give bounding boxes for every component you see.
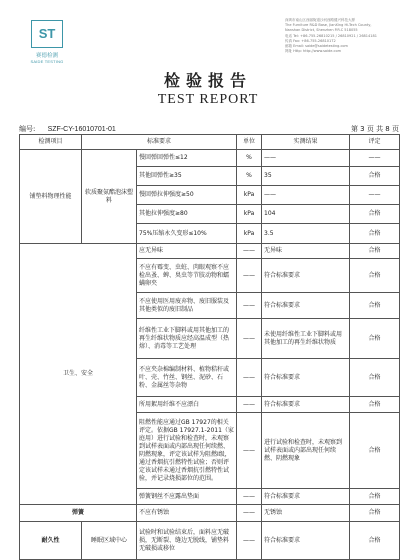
requirement-cell: 应无异味 — [137, 244, 237, 259]
evaluation-cell: 合格 — [350, 522, 400, 560]
table-row — [20, 522, 400, 560]
result-cell: 无异味 — [262, 244, 350, 259]
result-cell: 进行试验和检查时，未观察到试样表面或内部出现任何续燃、阴燃现象 — [262, 413, 350, 489]
result-cell: 符合标准要求 — [262, 522, 350, 560]
requirement-cell: 弹簧钢丝不应露出垫面 — [137, 489, 237, 505]
result-cell: 104 — [262, 205, 350, 224]
result-cell: —— — [262, 150, 350, 167]
requirement-cell: 不应有霉变、虫蛀、肉眼观察不应检出蚤、蜱、臭虫等节肢动物和蠕螨卵夹 — [137, 259, 237, 293]
evaluation-cell: 合格 — [350, 205, 400, 224]
requirement-cell: 75%压缩永久变形≤10% — [137, 224, 237, 244]
report-number — [19, 124, 116, 134]
report-number-label: 编号: — [19, 125, 36, 133]
address-line: 深圳市南山区西丽街道沙河西路健兴科技大厦 — [285, 18, 355, 22]
unit-cell: % — [237, 150, 262, 167]
address-line: The Furniture R&D Base, JianXing Hi-Tech County, — [285, 23, 372, 28]
requirement-cell: 其他回弹性≥35 — [137, 167, 237, 186]
unit-cell: —— — [237, 244, 262, 259]
result-cell: 符合标准要求 — [262, 397, 350, 413]
result-cell: 符合标准要求 — [262, 259, 350, 293]
requirement-cell: 不应使用医用废弃物、废旧服装及其他类似的废旧制品 — [137, 293, 237, 319]
logo-name-en: SAIDE TESTING — [30, 59, 64, 64]
address-line: 邮箱 Email: saide@saidetesting.com — [285, 44, 348, 49]
evaluation-cell: 合格 — [350, 259, 400, 293]
header-requirement: 标准要求 — [82, 135, 237, 150]
unit-cell: —— — [237, 319, 262, 359]
evaluation-cell: 合格 — [350, 359, 400, 397]
report-title-en: TEST REPORT — [157, 92, 259, 107]
item-spring: 弹簧 — [20, 505, 137, 522]
requirement-cell: 慢回弹回弹性≤12 — [137, 150, 237, 167]
evaluation-cell: 合格 — [350, 505, 400, 522]
evaluation-cell: 合格 — [350, 489, 400, 505]
evaluation-cell: 合格 — [350, 167, 400, 186]
evaluation-cell: —— — [350, 150, 400, 167]
result-cell: —— — [262, 186, 350, 205]
address-line: 网址 Http: http://www.saide.com — [285, 49, 342, 54]
table-row — [20, 150, 400, 167]
address-line: 电话 Tel: +86-755-26810215 / 26810921 / 26814181 — [285, 33, 377, 38]
requirement-cell: 不应有锈蚀 — [137, 505, 237, 522]
lab-address — [285, 18, 405, 54]
evaluation-cell: 合格 — [350, 413, 400, 489]
saide-logo — [26, 20, 68, 64]
table-row — [20, 505, 400, 522]
requirement-cell: 所用絮用纤维不应漂白 — [137, 397, 237, 413]
requirement-cell: 纤维性工业下脚料或用其他加工的再生纤维状物质应经高温成型（热熔）、消毒等工艺处理 — [137, 319, 237, 359]
item-durability: 耐久性 — [20, 522, 82, 560]
unit-cell: —— — [237, 259, 262, 293]
requirement-cell: 慢回弹拉伸强度≥50 — [137, 186, 237, 205]
logo-name-cn: 赛德检测 — [35, 53, 58, 59]
evaluation-cell: —— — [350, 186, 400, 205]
requirement-cell: 不应夹杂棉编制材料、植物秸秆或叶、壳、竹丝、钢丝、泥砂、石粉、金属丝等杂物 — [137, 359, 237, 397]
unit-cell: —— — [237, 505, 262, 522]
evaluation-cell: 合格 — [350, 293, 400, 319]
unit-cell: —— — [237, 293, 262, 319]
requirement-cell: 试验时和试验结束后，面料应无破损，无断裂、缝边无脱线，铺垫料无破损或移位 — [137, 522, 237, 560]
evaluation-cell: 合格 — [350, 397, 400, 413]
unit-cell: —— — [237, 413, 262, 489]
result-cell: 符合标准要求 — [262, 489, 350, 505]
table-header-row — [20, 135, 400, 150]
material-foam: 软质聚氨酯泡沫塑料 — [82, 150, 137, 244]
unit-cell: —— — [237, 489, 262, 505]
table-row — [20, 244, 400, 259]
header-evaluation: 评定 — [350, 135, 400, 150]
evaluation-cell: 合格 — [350, 244, 400, 259]
item-physical: 铺垫料物理性能 — [20, 150, 82, 244]
address-line: Nanshan District, Shenzhen P.R.C 518055 — [285, 28, 358, 33]
report-number-value: SZF-CY-16010701-01 — [47, 126, 116, 133]
durability-area: 睡眠区域中心 — [82, 522, 137, 560]
unit-cell: kPa — [237, 186, 262, 205]
unit-cell: —— — [237, 522, 262, 560]
logo-mark: ST — [31, 20, 63, 48]
result-cell: 符合标准要求 — [262, 293, 350, 319]
test-result-table — [19, 134, 400, 560]
item-hygiene-safety: 卫生、安全 — [20, 244, 137, 505]
header-unit: 单位 — [237, 135, 262, 150]
requirement-cell: 阻燃性能应通过GB 17927的相关评定。依据GB 17927.1-2011（家庭用）进行试验和检查时，未观察到试样表面或内部出现任何续燃、阴燃现象，评定该试样为阻燃Ⅰ级，通过香烟抗引燃特性试验；否则评定该试样未通过香烟抗引燃特性试验，并记录烧损部位的范围。 — [137, 413, 237, 489]
evaluation-cell: 合格 — [350, 224, 400, 244]
result-cell: 符合标准要求 — [262, 359, 350, 397]
address-line: 传真 Fax: +86-755-26810172 — [285, 38, 336, 43]
unit-cell: —— — [237, 397, 262, 413]
result-cell: 无锈蚀 — [262, 505, 350, 522]
result-cell: 3.5 — [262, 224, 350, 244]
unit-cell: —— — [237, 359, 262, 397]
requirement-cell: 其他拉伸强度≥80 — [137, 205, 237, 224]
evaluation-cell: 合格 — [350, 319, 400, 359]
header-item: 检测项目 — [20, 135, 82, 150]
unit-cell: kPa — [237, 205, 262, 224]
result-cell: 未使用纤维性工业下脚料或用其他加工的再生纤维状物质 — [262, 319, 350, 359]
unit-cell: kPa — [237, 224, 262, 244]
unit-cell: % — [237, 167, 262, 186]
header-result: 实测结果 — [262, 135, 350, 150]
report-title-cn: 检验报告 — [163, 71, 252, 90]
result-cell: 35 — [262, 167, 350, 186]
page-info: 第 3 页 共 8 页 — [350, 125, 399, 133]
